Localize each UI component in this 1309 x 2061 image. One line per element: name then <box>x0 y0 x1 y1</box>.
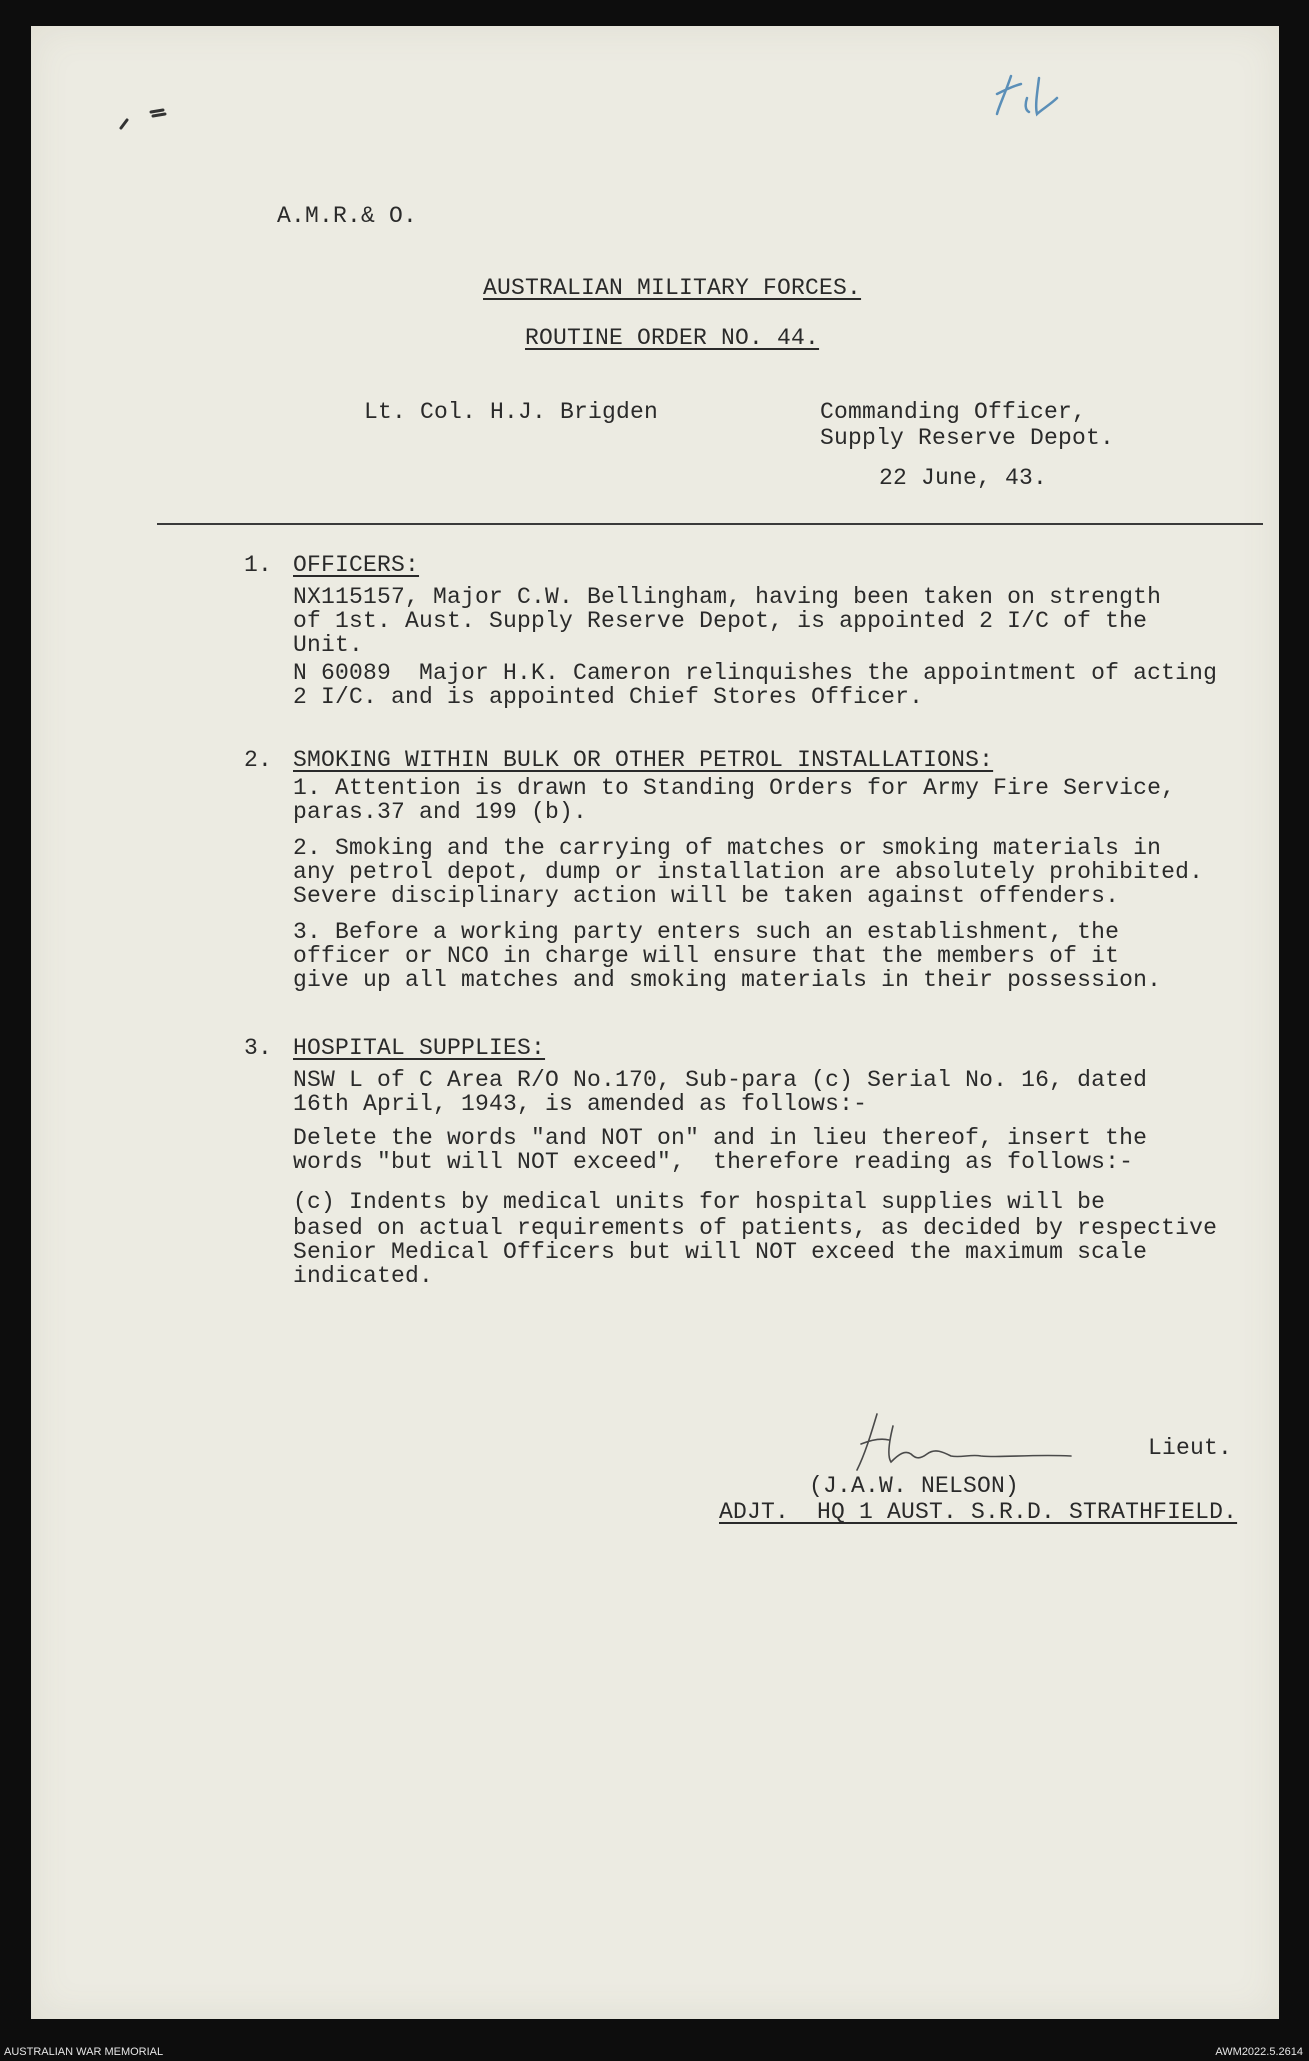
section-1-number: 1. <box>244 552 273 578</box>
section-2-para-1: 1. Attention is drawn to Standing Orders for Army Fire Service, <box>293 775 1176 801</box>
section-1-heading: OFFICERS: <box>293 552 420 578</box>
signatory-name: (J.A.W. NELSON) <box>809 1473 1020 1499</box>
section-2-number: 2. <box>244 747 273 773</box>
section-3-para-3: (c) Indents by medical units for hospital supplies will be <box>293 1189 1106 1215</box>
section-2-para-1: paras.37 and 199 (b). <box>293 799 588 825</box>
section-3-para-3: indicated. <box>293 1263 434 1289</box>
handwritten-signature <box>831 1404 1111 1484</box>
section-2-para-3: 3. Before a working party enters such an establishment, the <box>293 919 1120 945</box>
footer-accession: AWM2022.5.2614 <box>1215 2046 1303 2058</box>
section-3-para-2: words "but will NOT exceed", therefore reading as follows:- <box>293 1149 1134 1175</box>
pencil-annotation <box>981 64 1091 124</box>
section-3-para-3: Senior Medical Officers but will NOT exceed the maximum scale <box>293 1239 1148 1265</box>
reference-code: A.M.R.& O. <box>277 203 418 229</box>
section-1-line: of 1st. Aust. Supply Reserve Depot, is appointed 2 I/C of the <box>293 608 1148 634</box>
document-title: AUSTRALIAN MILITARY FORCES. <box>483 275 862 301</box>
section-1-line: Unit. <box>293 632 364 658</box>
order-number: ROUTINE ORDER NO. 44. <box>525 325 820 351</box>
section-3-heading: HOSPITAL SUPPLIES: <box>293 1035 546 1061</box>
section-3-para-1: NSW L of C Area R/O No.170, Sub-para (c) Serial No. 16, dated <box>293 1067 1148 1093</box>
document-page <box>31 26 1279 2019</box>
header-divider <box>157 523 1263 525</box>
section-3-para-1: 16th April, 1943, is amended as follows:- <box>293 1091 868 1117</box>
section-2-para-3: officer or NCO in charge will ensure that the members of it <box>293 943 1120 969</box>
section-3-number: 3. <box>244 1035 273 1061</box>
section-1-line: 2 I/C. and is appointed Chief Stores Officer. <box>293 684 924 710</box>
footer-source: AUSTRALIAN WAR MEMORIAL <box>4 2046 164 2058</box>
section-1-line: N 60089 Major H.K. Cameron relinquishes the appointment of acting <box>293 660 1218 686</box>
section-2-para-2: 2. Smoking and the carrying of matches or smoking materials in <box>293 835 1162 861</box>
issuer-role-line2: Supply Reserve Depot. <box>820 425 1115 451</box>
section-1-line: NX115157, Major C.W. Bellingham, having been taken on strength <box>293 584 1162 610</box>
ink-mark <box>111 100 181 140</box>
section-3-para-2: Delete the words "and NOT on" and in lieu thereof, insert the <box>293 1125 1148 1151</box>
section-2-heading: SMOKING WITHIN BULK OR OTHER PETROL INSTALLATIONS: <box>293 747 994 773</box>
order-date: 22 June, 43. <box>879 465 1048 491</box>
section-2-para-2: Severe disciplinary action will be taken against offenders. <box>293 883 1120 909</box>
signatory-rank: Lieut. <box>1148 1435 1233 1461</box>
issuer-name: Lt. Col. H.J. Brigden <box>364 399 659 425</box>
section-2-para-3: give up all matches and smoking materials in their possession. <box>293 967 1162 993</box>
section-3-para-3: based on actual requirements of patients, as decided by respective <box>293 1215 1218 1241</box>
issuer-role-line1: Commanding Officer, <box>820 399 1087 425</box>
signatory-title: ADJT. HQ 1 AUST. S.R.D. STRATHFIELD. <box>719 1499 1238 1525</box>
section-2-para-2: any petrol depot, dump or installation are absolutely prohibited. <box>293 859 1204 885</box>
